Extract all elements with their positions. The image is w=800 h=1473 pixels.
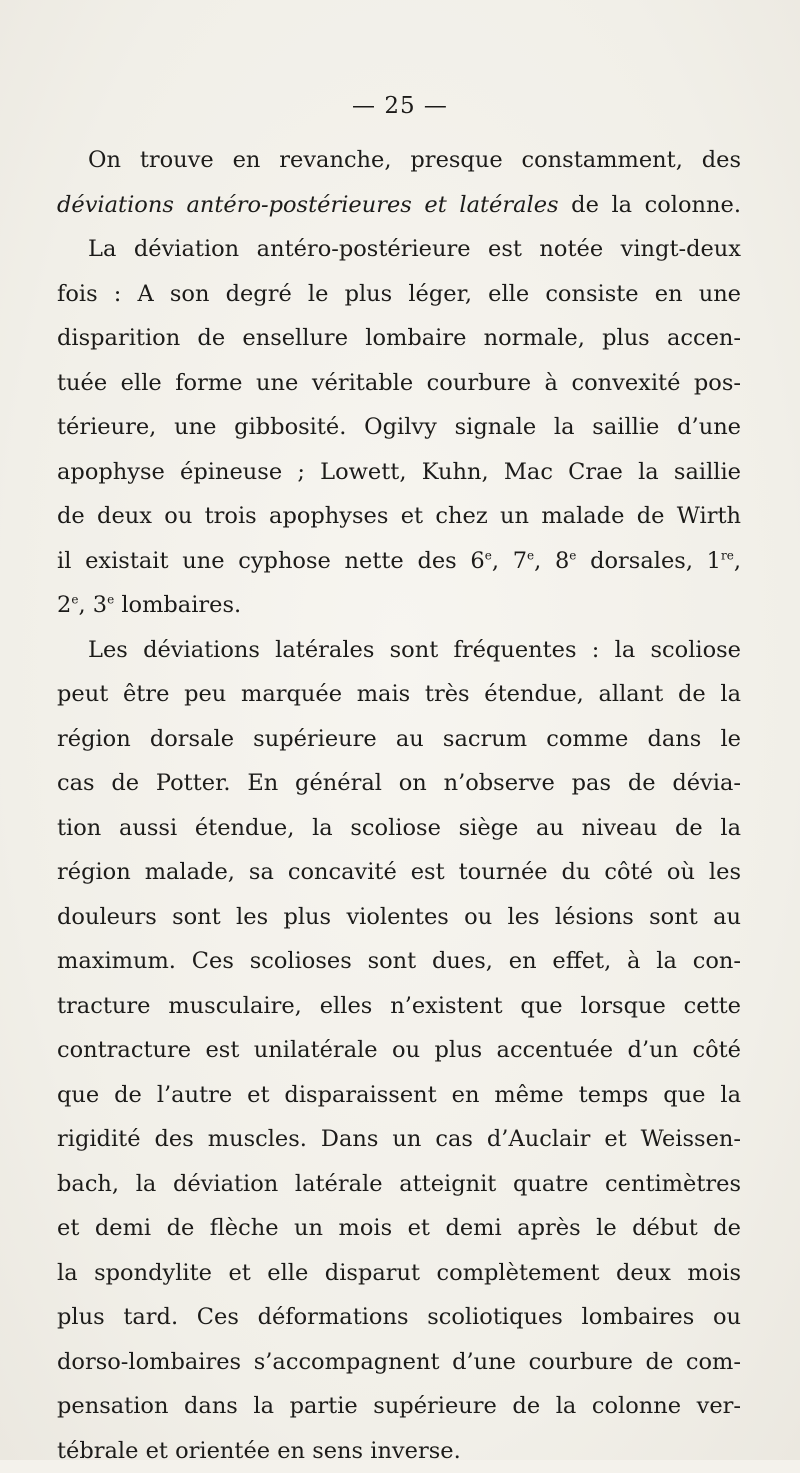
- text-segment: disparition de ensellure lombaire normale, plus accen-: [57, 325, 741, 351]
- text-line: [57, 984, 741, 1029]
- text-line: [57, 672, 741, 717]
- text-segment: apophyse épineuse ; Lowett, Kuhn, Mac Crae la saillie: [57, 459, 741, 485]
- text-segment: tuée elle forme une véritable courbure à convexité pos-: [57, 370, 741, 396]
- text-line: [57, 939, 741, 984]
- text-segment: la spondylite et elle disparut complètement deux mois: [57, 1260, 741, 1286]
- text-segment: Les déviations latérales sont fréquentes : la scoliose: [88, 637, 741, 663]
- text-line: [57, 806, 741, 851]
- text-line: [57, 1162, 741, 1207]
- text-segment: fois : A son degré le plus léger, elle consiste en une: [57, 281, 741, 307]
- text-segment: région dorsale supérieure au sacrum comme dans le: [57, 726, 741, 752]
- page-number: — 25 —: [0, 93, 800, 119]
- text-segment: On trouve en revanche, presque constamment, des: [88, 147, 741, 173]
- text-line: [57, 1028, 741, 1073]
- text-segment: pensation dans la partie supérieure de la colonne ver-: [57, 1393, 741, 1419]
- text-line: [57, 1384, 741, 1429]
- superscript: e: [485, 548, 492, 562]
- text-segment: rigidité des muscles. Dans un cas d’Auclair et Weissen-: [57, 1126, 741, 1152]
- text-line: [57, 138, 741, 183]
- text-line: [57, 450, 741, 495]
- text-segment: que de l’autre et disparaissent en même temps que la: [57, 1082, 741, 1108]
- text-segment: région malade, sa concavité est tournée du côté où les: [57, 859, 741, 885]
- text-segment: , 3: [78, 592, 107, 618]
- text-line: [57, 1429, 741, 1473]
- text-segment: il existait une cyphose nette des 6: [57, 548, 485, 574]
- text-line: [57, 1340, 741, 1385]
- text-line: [57, 1295, 741, 1340]
- text-segment: dorsales, 1: [576, 548, 721, 574]
- superscript: e: [569, 548, 576, 562]
- text-line: [57, 761, 741, 806]
- text-line: [57, 628, 741, 673]
- text-segment: et demi de flèche un mois et demi après le début de: [57, 1215, 741, 1241]
- text-line: [57, 227, 741, 272]
- text-segment: de la colonne.: [559, 192, 741, 218]
- text-line: [57, 1073, 741, 1118]
- text-segment: contracture est unilatérale ou plus accentuée d’un côté: [57, 1037, 741, 1063]
- text-line: [57, 850, 741, 895]
- text-segment: douleurs sont les plus violentes ou les lésions sont au: [57, 904, 741, 930]
- text-line: [57, 361, 741, 406]
- text-line: [57, 717, 741, 762]
- text-segment: tébrale et orientée en sens inverse.: [57, 1438, 461, 1464]
- text-segment: peut être peu marquée mais très étendue, allant de la: [57, 681, 741, 707]
- text-line: [57, 895, 741, 940]
- body-text: [57, 138, 741, 1473]
- text-segment: maximum. Ces scolioses sont dues, en effet, à la con-: [57, 948, 741, 974]
- text-segment: bach, la déviation latérale atteignit quatre centimètres: [57, 1171, 741, 1197]
- text-line: [57, 405, 741, 450]
- text-line: [57, 1117, 741, 1162]
- text-line: [57, 1251, 741, 1296]
- text-segment: de deux ou trois apophyses et chez un malade de Wirth: [57, 503, 741, 529]
- text-line: [57, 316, 741, 361]
- superscript: re: [721, 548, 734, 562]
- text-line: [57, 494, 741, 539]
- text-segment: cas de Potter. En général on n’observe pas de dévia-: [57, 770, 741, 796]
- text-segment: La déviation antéro-postérieure est notée vingt-deux: [88, 236, 741, 262]
- text-segment: , 7: [492, 548, 527, 574]
- text-line: [57, 539, 741, 584]
- superscript: e: [527, 548, 534, 562]
- text-line: [57, 183, 741, 228]
- text-segment: , 8: [534, 548, 569, 574]
- text-segment: plus tard. Ces déformations scoliotiques lombaires ou: [57, 1304, 741, 1330]
- superscript: e: [71, 593, 78, 607]
- text-segment: déviations antéro-postérieures et latérales: [57, 192, 559, 218]
- text-segment: tracture musculaire, elles n’existent que lorsque cette: [57, 993, 741, 1019]
- text-segment: dorso-lombaires s’accompagnent d’une courbure de com-: [57, 1349, 741, 1375]
- superscript: e: [107, 593, 114, 607]
- text-segment: tion aussi étendue, la scoliose siège au niveau de la: [57, 815, 741, 841]
- text-segment: ,: [734, 548, 741, 574]
- text-segment: térieure, une gibbosité. Ogilvy signale la saillie d’une: [57, 414, 741, 440]
- text-line: [57, 272, 741, 317]
- text-segment: lombaires.: [114, 592, 241, 618]
- text-line: [57, 1206, 741, 1251]
- text-segment: 2: [57, 592, 71, 618]
- text-line: [57, 583, 741, 628]
